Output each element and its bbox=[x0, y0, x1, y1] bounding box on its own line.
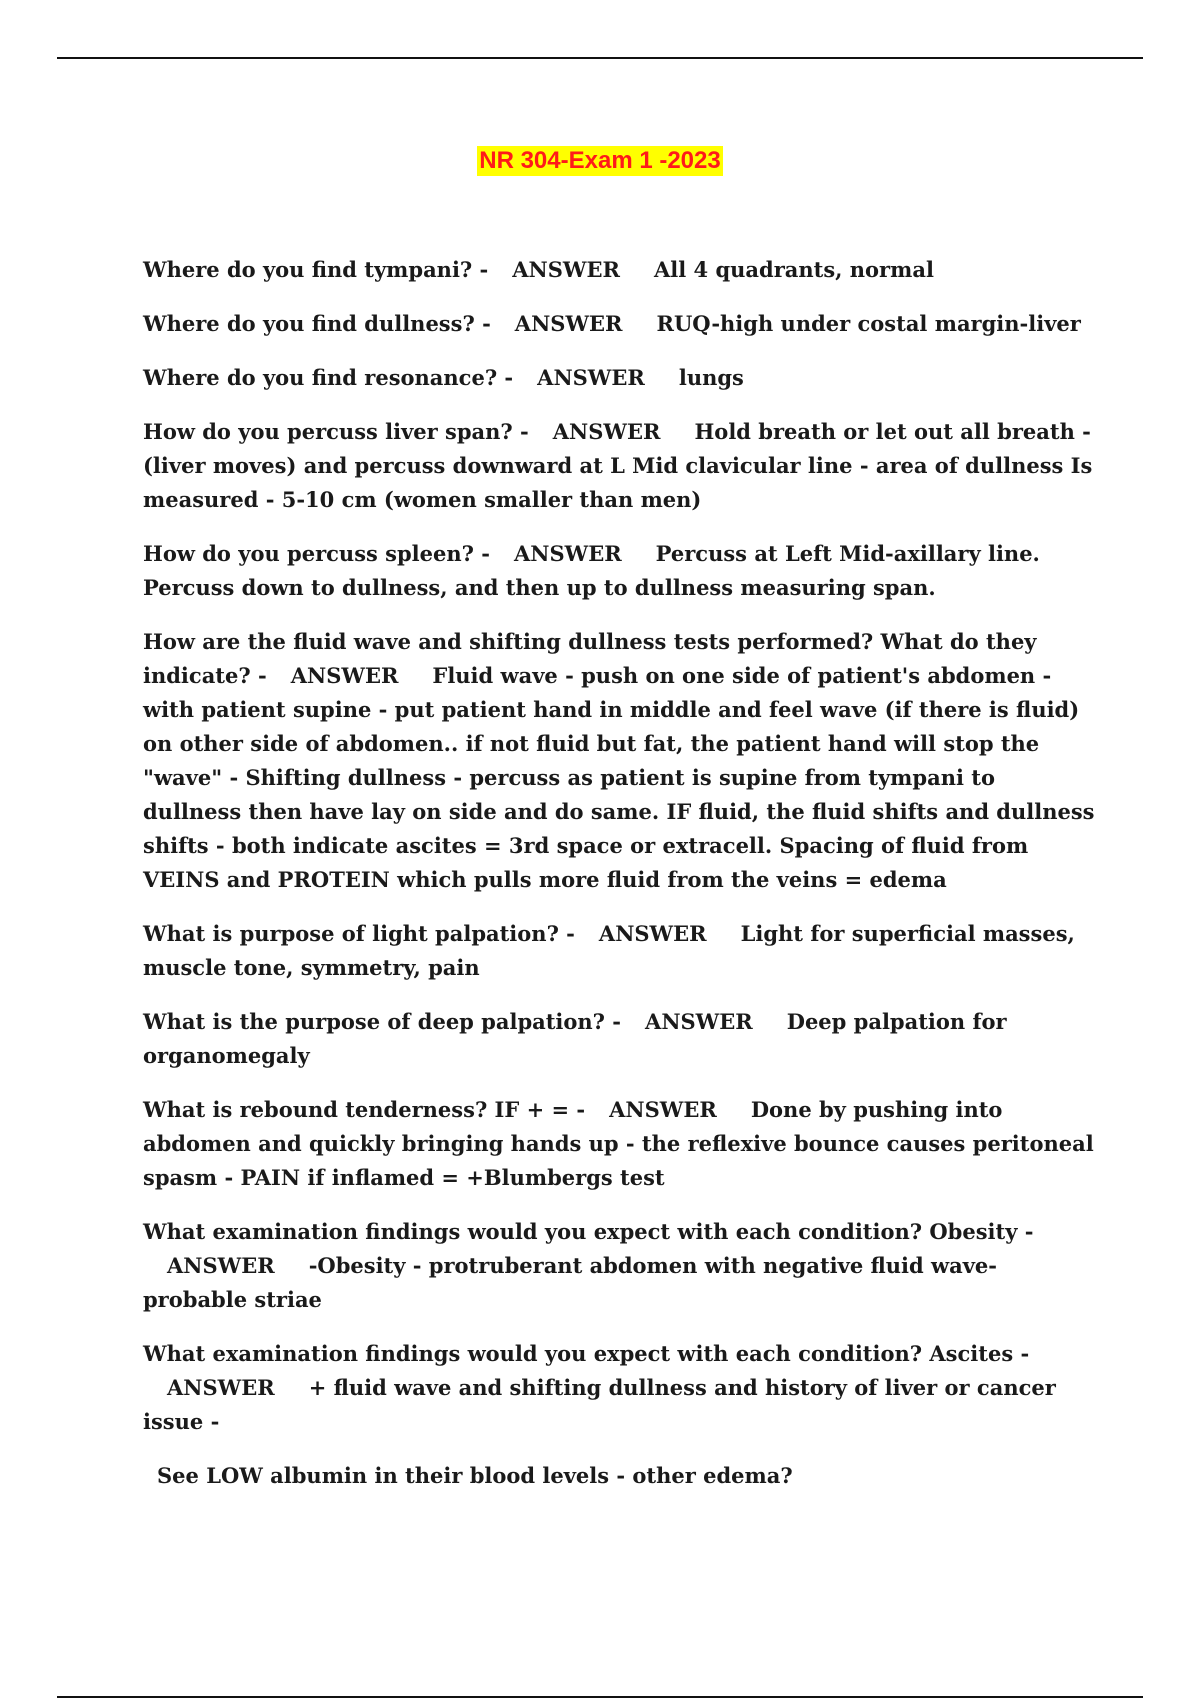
answer-text: RUQ-high under costal margin-liver bbox=[656, 311, 1081, 336]
trailing-note: See LOW albumin in their blood levels - other edema? bbox=[157, 1463, 793, 1488]
qa-item-tympani bbox=[143, 253, 1098, 287]
answer-text: + fluid wave and shifting dullness and history of liver or cancer issue - bbox=[143, 1375, 1056, 1434]
answer-label: ANSWER bbox=[537, 365, 645, 390]
answer-label: ANSWER bbox=[514, 311, 623, 336]
question-text: How do you percuss spleen? - bbox=[143, 541, 490, 566]
qa-item-fluid-wave bbox=[143, 625, 1098, 897]
qa-item-resonance bbox=[143, 361, 1098, 395]
question-text: What is the purpose of deep palpation? - bbox=[143, 1009, 622, 1034]
answer-text: Done by pushing into abdomen and quickly bringing hands up - the reflexive bounce causes peritoneal spasm - PAIN if inflamed = +Blumbergs test bbox=[143, 1097, 1094, 1190]
question-text: What is purpose of light palpation? - bbox=[143, 921, 575, 946]
question-text: Where do you find resonance? - bbox=[143, 365, 514, 390]
question-text: What is rebound tenderness? IF + = - bbox=[143, 1097, 586, 1122]
bottom-rule bbox=[57, 1696, 1143, 1698]
question-text: What examination findings would you expect with each condition? Obesity - bbox=[143, 1219, 1034, 1244]
answer-label: ANSWER bbox=[598, 921, 707, 946]
qa-item-dullness bbox=[143, 307, 1098, 341]
qa-item-light-palpation bbox=[143, 917, 1098, 985]
question-text: How are the fluid wave and shifting dullness tests performed? What do they indicate? - bbox=[143, 629, 1037, 688]
question-text: How do you percuss liver span? - bbox=[143, 419, 529, 444]
answer-label: ANSWER bbox=[513, 541, 622, 566]
qa-item-rebound-tenderness bbox=[143, 1093, 1098, 1195]
answer-label: ANSWER bbox=[552, 419, 661, 444]
answer-text: Percuss at Left Mid-axillary line. Percuss down to dullness, and then up to dullness measuring span. bbox=[143, 541, 1040, 600]
answer-text: -Obesity - protruberant abdomen with negative fluid wave- probable striae bbox=[143, 1253, 997, 1312]
answer-label: ANSWER bbox=[645, 1009, 753, 1034]
answer-label: ANSWER bbox=[609, 1097, 717, 1122]
answer-text: Deep palpation for organomegaly bbox=[143, 1009, 1007, 1068]
qa-list bbox=[143, 253, 1098, 1513]
answer-text: lungs bbox=[678, 365, 744, 390]
answer-text: All 4 quadrants, normal bbox=[653, 257, 934, 282]
question-text: Where do you find tympani? - bbox=[143, 257, 489, 282]
answer-label: ANSWER bbox=[290, 663, 399, 688]
qa-item-obesity bbox=[143, 1215, 1098, 1317]
answer-text: Light for superficial masses, muscle tone, symmetry, pain bbox=[143, 921, 1075, 980]
question-text: What examination findings would you expect with each condition? Ascites - bbox=[143, 1341, 1030, 1366]
answer-text: Hold breath or let out all breath - (liver moves) and percuss downward at L Mid clavicular line - area of dullness Is measured - 5-10 cm (women smaller than men) bbox=[143, 419, 1093, 512]
title-container bbox=[0, 146, 1200, 176]
answer-label: ANSWER bbox=[512, 257, 620, 282]
qa-item-spleen bbox=[143, 537, 1098, 605]
answer-label: ANSWER bbox=[167, 1375, 275, 1400]
qa-item-deep-palpation bbox=[143, 1005, 1098, 1073]
top-rule bbox=[57, 57, 1143, 59]
qa-item-liver-span bbox=[143, 415, 1098, 517]
question-text: Where do you find dullness? - bbox=[143, 311, 491, 336]
answer-label: ANSWER bbox=[167, 1253, 275, 1278]
qa-item-ascites bbox=[143, 1337, 1098, 1439]
answer-text: Fluid wave - push on one side of patient's abdomen - with patient supine - put patient hand in middle and feel wave (if there is fluid) on other side of abdomen.. if not fluid but fat, the patient hand will stop the "wave" - Shifting dullness - percuss as patient is supine from tympani to dullness then have lay on side and do same. IF fluid, the fluid shifts and dullness shifts - both indicate ascites = 3rd space or extracell. Spacing of fluid from VEINS and PROTEIN which pulls more fluid from the veins = edema bbox=[143, 663, 1095, 892]
page-title: NR 304-Exam 1 -2023 bbox=[479, 147, 721, 174]
